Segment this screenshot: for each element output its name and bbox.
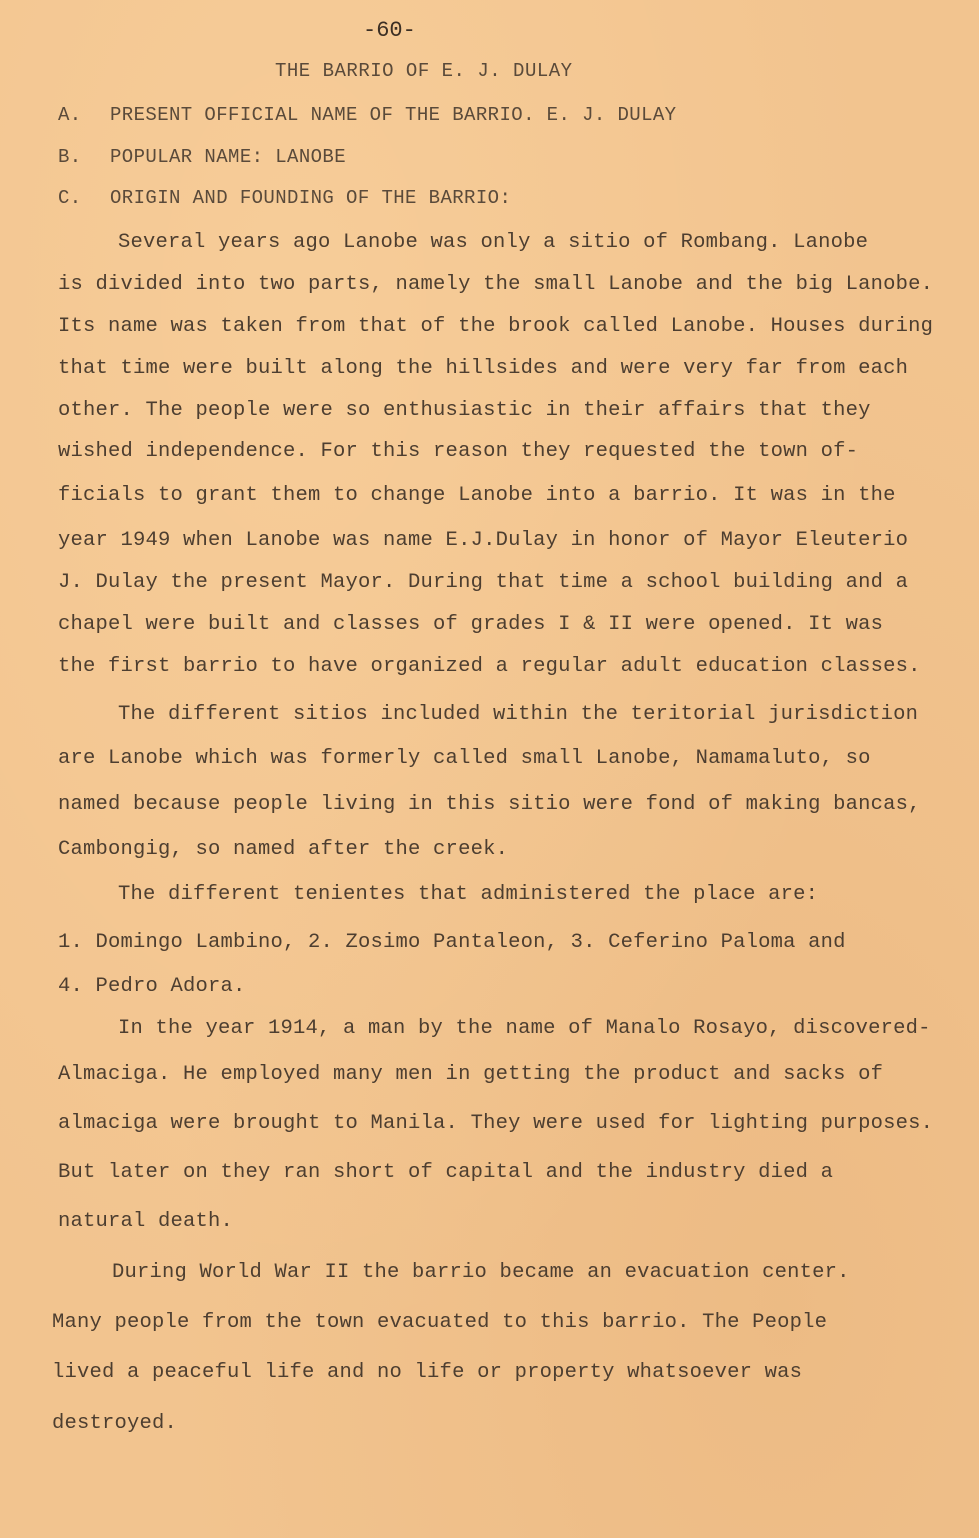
body-line: During World War II the barrio became an evacuation center.	[112, 1261, 850, 1284]
body-line: Almaciga. He employed many men in getting the product and sacks of	[58, 1063, 884, 1086]
heading-b-letter: B.	[58, 146, 82, 168]
body-line: J. Dulay the present Mayor. During that time a school building and a	[58, 571, 909, 594]
body-line: named because people living in this sitio were fond of making bancas,	[58, 793, 921, 816]
body-line: chapel were built and classes of grades I & II were opened. It was	[58, 613, 884, 636]
body-line: In the year 1914, a man by the name of Manalo Rosayo, discovered-	[118, 1017, 931, 1040]
body-line: year 1949 when Lanobe was name E.J.Dulay in honor of Mayor Eleuterio	[58, 529, 909, 552]
body-line: that time were built along the hillsides and were very far from each	[58, 357, 909, 380]
heading-a-text: PRESENT OFFICIAL NAME OF THE BARRIO. E. J. DULAY	[110, 104, 677, 126]
page-number: -60-	[363, 18, 416, 43]
body-line: is divided into two parts, namely the small Lanobe and the big Lanobe.	[58, 273, 934, 296]
body-line: natural death.	[58, 1210, 234, 1233]
body-line: ficials to grant them to change Lanobe into a barrio. It was in the	[58, 484, 896, 507]
body-line: Its name was taken from that of the brook called Lanobe. Houses during	[58, 315, 934, 338]
document-title: THE BARRIO OF E. J. DULAY	[275, 60, 573, 82]
body-line: are Lanobe which was formerly called small Lanobe, Namamaluto, so	[58, 747, 871, 770]
body-line: Cambongig, so named after the creek.	[58, 838, 509, 861]
heading-a	[58, 104, 677, 126]
body-line: lived a peaceful life and no life or property whatsoever was	[52, 1361, 803, 1384]
heading-c-letter: C.	[58, 187, 82, 209]
heading-c-text: ORIGIN AND FOUNDING OF THE BARRIO:	[110, 187, 512, 209]
heading-a-letter: A.	[58, 104, 82, 126]
body-line: wished independence. For this reason they requested the town of-	[58, 440, 859, 463]
body-line: almaciga were brought to Manila. They were used for lighting purposes.	[58, 1112, 934, 1135]
body-line: The different tenientes that administered the place are:	[118, 883, 819, 906]
heading-c	[58, 187, 511, 209]
body-line: The different sitios included within the teritorial jurisdiction	[118, 703, 919, 726]
heading-b-text: POPULAR NAME: LANOBE	[110, 146, 347, 168]
body-line: destroyed.	[52, 1412, 178, 1435]
body-line: the first barrio to have organized a regular adult education classes.	[58, 655, 921, 678]
heading-b	[58, 146, 346, 168]
body-line: Many people from the town evacuated to this barrio. The People	[52, 1311, 828, 1334]
body-line: 4. Pedro Adora.	[58, 975, 246, 998]
body-line: 1. Domingo Lambino, 2. Zosimo Pantaleon, 3. Ceferino Paloma and	[58, 931, 846, 954]
body-line: other. The people were so enthusiastic in their affairs that they	[58, 399, 871, 422]
body-line: Several years ago Lanobe was only a sitio of Rombang. Lanobe	[118, 231, 869, 254]
body-line: But later on they ran short of capital and the industry died a	[58, 1161, 834, 1184]
